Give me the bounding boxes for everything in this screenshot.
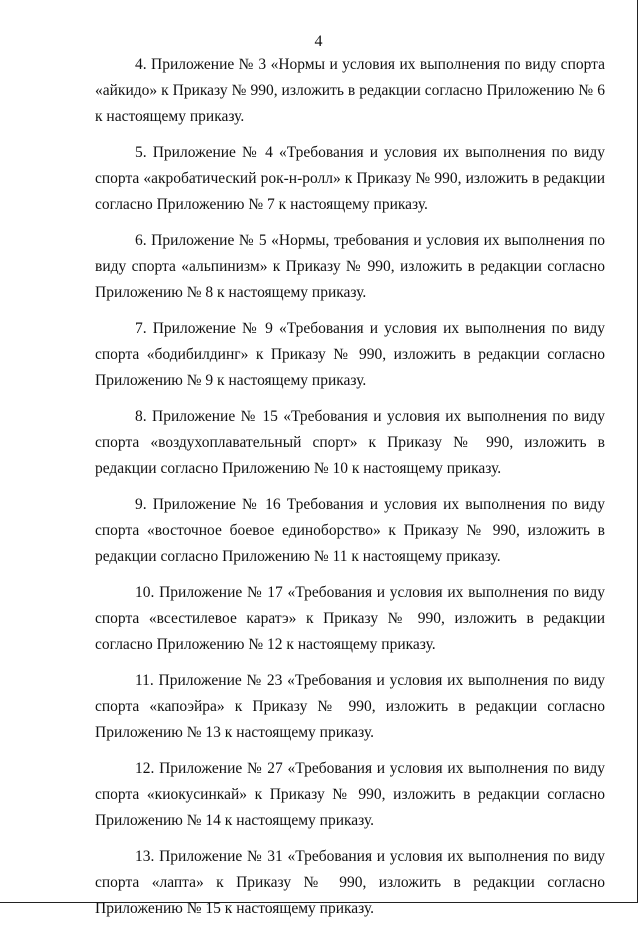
- paragraph-item-4: 4. Приложение № 3 «Нормы и условия их выполнения по виду спорта «айкидо» к Приказу № 990, изложить в редакции согласно Приложению № 6 к настоящему приказу.: [95, 56, 605, 125]
- paragraph-item-6: 6. Приложение № 5 «Нормы, требования и условия их выполнения по виду спорта «альпинизм» к Приказу № 990, изложить в редакции согласно Приложению № 8 к настоящему приказу.: [95, 232, 605, 301]
- document-body: [95, 52, 605, 932]
- paragraph-item-8: 8. Приложение № 15 «Требования и условия их выполнения по виду спорта «воздухоплавательный спорт» к Приказу № 990, изложить в редакции согласно Приложению № 10 к настоящему приказу.: [95, 408, 605, 477]
- paragraph-item-13: 13. Приложение № 31 «Требования и условия их выполнения по виду спорта «лапта» к Приказу № 990, изложить в редакции согласно Приложению № 15 к настоящему приказу.: [95, 848, 605, 917]
- paragraph-item-5: 5. Приложение № 4 «Требования и условия их выполнения по виду спорта «акробатический рок-н-ролл» к Приказу № 990, изложить в редакции согласно Приложению № 7 к настоящему приказу.: [95, 144, 605, 213]
- page-number: 4: [314, 33, 323, 50]
- paragraph-item-7: 7. Приложение № 9 «Требования и условия их выполнения по виду спорта «бодибилдинг» к Приказу № 990, изложить в редакции согласно Приложению № 9 к настоящему приказу.: [95, 320, 605, 389]
- paragraph-item-12: 12. Приложение № 27 «Требования и условия их выполнения по виду спорта «киокусинкай» к Приказу № 990, изложить в редакции согласно Приложению № 14 к настоящему приказу.: [95, 760, 605, 829]
- paragraph-item-9: 9. Приложение № 16 Требования и условия их выполнения по виду спорта «восточное боевое единоборство» к Приказу № 990, изложить в редакции согласно Приложению № 11 к настоящему приказу.: [95, 496, 605, 565]
- paragraph-item-11: 11. Приложение № 23 «Требования и условия их выполнения по виду спорта «капоэйра» к Приказу № 990, изложить в редакции согласно Приложению № 13 к настоящему приказу.: [95, 672, 605, 741]
- paragraph-item-10: 10. Приложение № 17 «Требования и условия их выполнения по виду спорта «всестилевое каратэ» к Приказу № 990, изложить в редакции согласно Приложению № 12 к настоящему приказу.: [95, 584, 605, 653]
